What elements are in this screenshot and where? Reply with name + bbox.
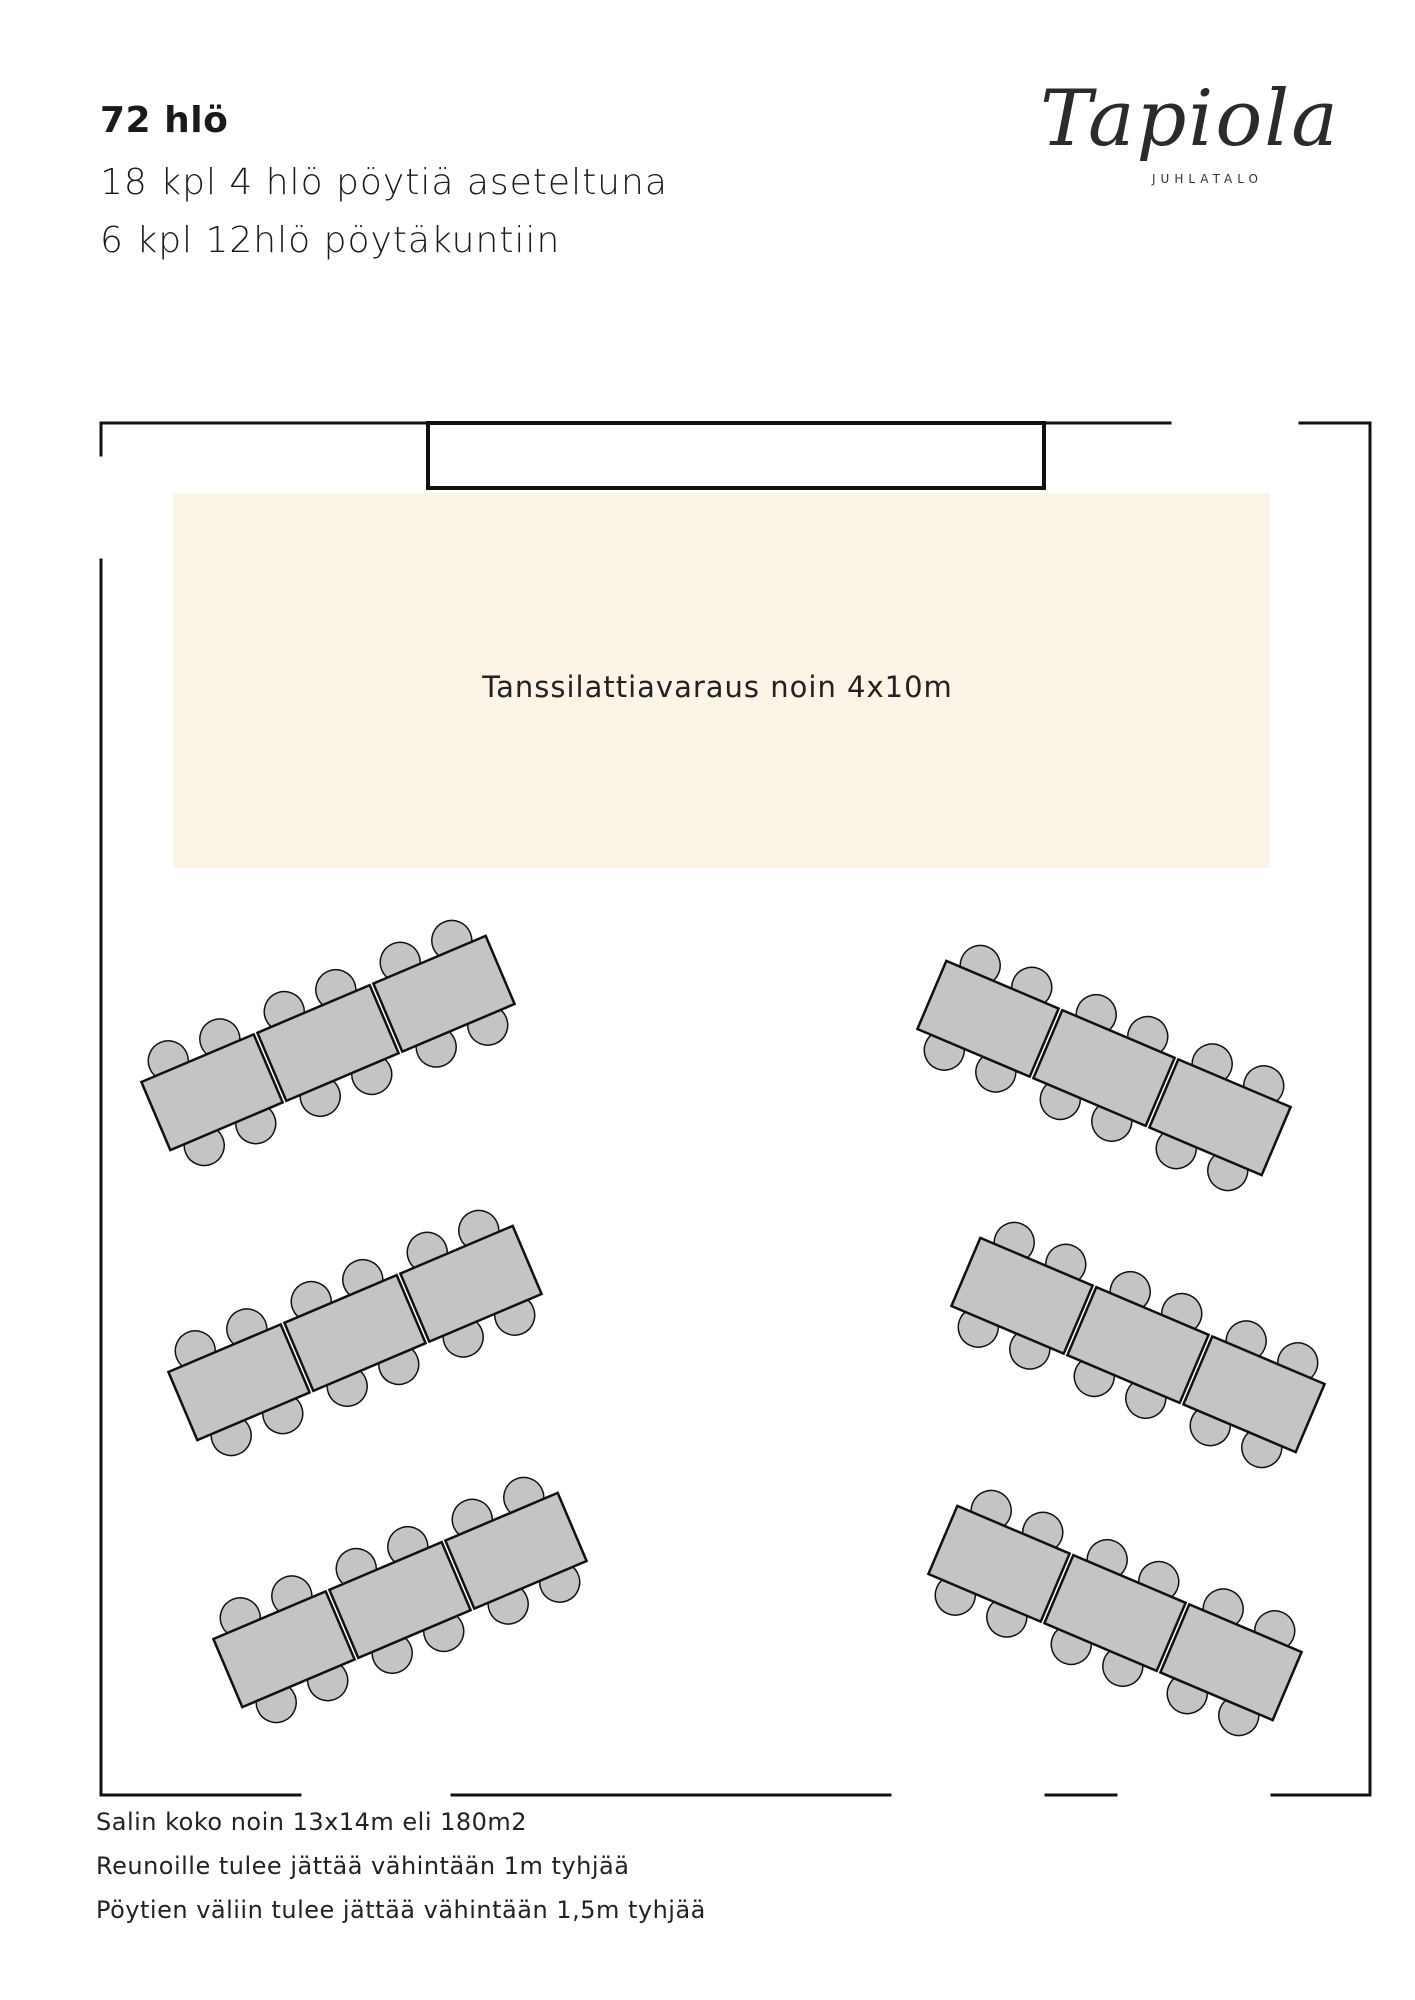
table-group-line: 6 kpl 12hlö pöytäkuntiin [100,220,561,261]
hall-size-note: Salin koko noin 13x14m eli 180m2 [96,1808,528,1836]
dance-floor-label: Tanssilattiavaraus noin 4x10m [482,670,953,704]
wall-clearance-note: Reunoille tulee jättää vähintään 1m tyhjää [96,1852,630,1880]
tables-layer [130,909,1336,1747]
logo-subtitle: JUHLATALO [1152,172,1263,186]
table-arrangement-line: 18 kpl 4 hlö pöytiä aseteltuna [100,162,668,203]
table-spacing-note: Pöytien väliin tulee jättää vähintään 1,5m tyhjää [96,1896,706,1924]
logo-wordmark: Tapiola [1040,74,1340,164]
stage [428,423,1044,488]
table-group [917,1479,1313,1747]
table-group [130,909,526,1177]
table-group [940,1211,1336,1479]
guest-count-title: 72 hlö [100,100,229,141]
wall-top-left [101,423,428,455]
table-group [157,1199,553,1467]
table-group [202,1466,598,1734]
table-group [906,934,1302,1202]
